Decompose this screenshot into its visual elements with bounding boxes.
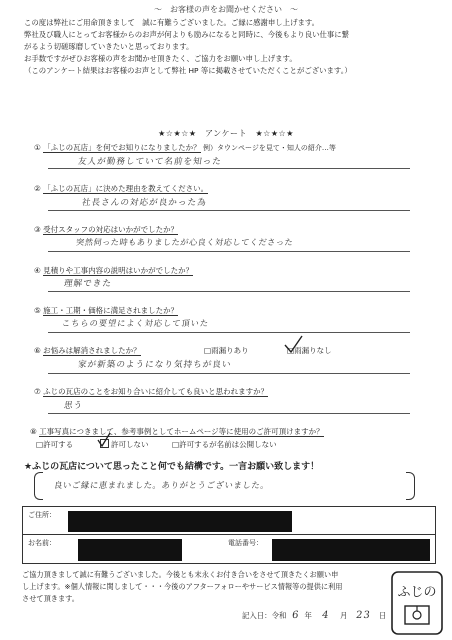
question-2-number: ② [34,184,41,193]
question-4-number: ④ [34,266,41,275]
date-label: 記入日：令和 [242,611,287,620]
option-permit[interactable]: □許可する [36,440,74,449]
intro-line-5: （このアンケート結果はお客様のお声として弊社 HP 等に掲載させていただくことがございます。） [24,66,352,75]
option-leak-yes[interactable]: □雨漏りあり [204,346,249,355]
answer-1: 友人が勤務していて名前を知った [77,157,223,167]
check-mark-icon [96,431,112,449]
phone-label: 電話番号： [228,539,263,547]
question-1-number: ① [34,143,41,152]
question-5-number: ⑤ [34,306,41,315]
question-1 [34,142,336,153]
footer-line-2: し上げます。※個人情報に関しまして・・・今後のアフターフォローやサービス情報等の提供に利用 [22,582,343,591]
question-7-text: ふじの瓦店のことをお知り合いに紹介しても良いと思われますか？ [43,387,269,396]
option-not-permit-label: 許可しない [111,440,149,449]
intro-line-4: お手数ですがぜひお客様の声をお聞かせ頂きたく、ご協力をお願い申し上げます。 [24,54,297,63]
option-permit-anonymous[interactable]: □許可するが名前は公開しない [172,440,277,449]
question-4 [34,265,193,276]
intro-line-1: この度は弊社にご用命頂きまして 誠に有難うございました。ご縁に感謝申し上げます。 [24,18,320,27]
question-8 [30,426,324,437]
option-leak-no[interactable]: □雨漏りなし [287,346,332,355]
page-header: ～ お客様の声をお聞かせください ～ [154,5,298,14]
form-divider [22,534,435,535]
answer-7: 思う [63,401,84,411]
address-label: ご住所： [28,511,56,519]
stamp-text: ふじの [397,585,437,600]
answer-7-line [48,413,410,414]
question-1-text: 「ふじの瓦店」を何でお知りになりましたか？ [43,143,201,152]
question-7 [34,386,268,397]
entry-date [242,610,386,621]
question-3 [34,224,178,235]
intro-line-3: がるよう切磋琢磨していきたいと思っております。 [24,42,194,51]
answer-3: 突然伺った時もありましたが心良く対応してくださった [75,237,294,247]
date-year-unit: 年 [304,611,312,620]
question-8-number: ⑧ [30,427,37,436]
question-2-text: 「ふじの瓦店」に決めた理由を教えてください。 [43,184,209,193]
question-2 [34,183,208,194]
answer-5: こちらの要望によく対応して頂いた [61,318,210,328]
footer-line-3: させて頂きます。 [22,594,79,603]
answer-1-line [48,168,410,169]
question-8-text: 工事写真につきまして、参考事例としてホームページ等に使用のご許可頂けますか？ [39,427,324,436]
comment-answer: 良いご縁に恵まれました。ありがとうございました。 [53,480,271,490]
intro-line-2: 弊社及び職人にとってお客様からのお声が何よりも励みになると同時に、今後もより良い仕事に繋 [24,30,350,39]
answer-6-line [48,373,410,374]
survey-title: ★☆★☆★ アンケート ★☆★☆★ [158,129,294,138]
answer-4: 理解できた [63,279,113,289]
name-redacted [78,539,182,561]
question-6-number: ⑥ [34,346,41,355]
answer-6: 家が新築のようになり気持ちが良い [77,360,233,370]
answer-2: 社長さんの対応が良かった為 [81,198,208,208]
footer-line-1: ご協力頂きまして誠に有難うございました。今後とも末永くお付き合いをさせて頂きたくお願い申 [22,570,339,579]
answer-5-line [48,332,410,333]
answer-3-line [48,251,410,252]
question-5 [34,305,178,316]
question-3-number: ③ [34,225,41,234]
name-label: お名前： [28,539,56,547]
date-day: 23 [354,610,372,621]
date-year: 6 [290,610,300,621]
question-1-options: 例）タウンページを見て・知人の紹介…等 [203,144,336,152]
comment-title: ★ふじの瓦店について思ったこと何でも結構です。一言お願い致します！ [24,462,320,472]
question-4-text: 見積りや工事内容の説明はいかがでしたか？ [43,266,194,275]
question-3-text: 受付スタッフの対応はいかがでしたか？ [43,225,179,234]
company-stamp [390,570,444,636]
check-mark-icon [282,334,304,356]
date-month-unit: 月 [339,611,348,620]
answer-4-line [48,291,410,292]
address-redacted [68,511,292,532]
question-7-number: ⑦ [34,387,41,396]
question-6 [34,345,141,356]
date-month: 4 [321,610,331,621]
comment-bracket-left [34,472,43,500]
phone-redacted [272,539,430,561]
answer-2-line [48,210,410,211]
date-day-unit: 日 [378,611,387,620]
question-6-text: お悩みは解消されましたか？ [43,346,141,355]
question-5-text: 施工・工期・価格に満足されましたか？ [43,306,179,315]
comment-bracket-right [406,472,415,500]
